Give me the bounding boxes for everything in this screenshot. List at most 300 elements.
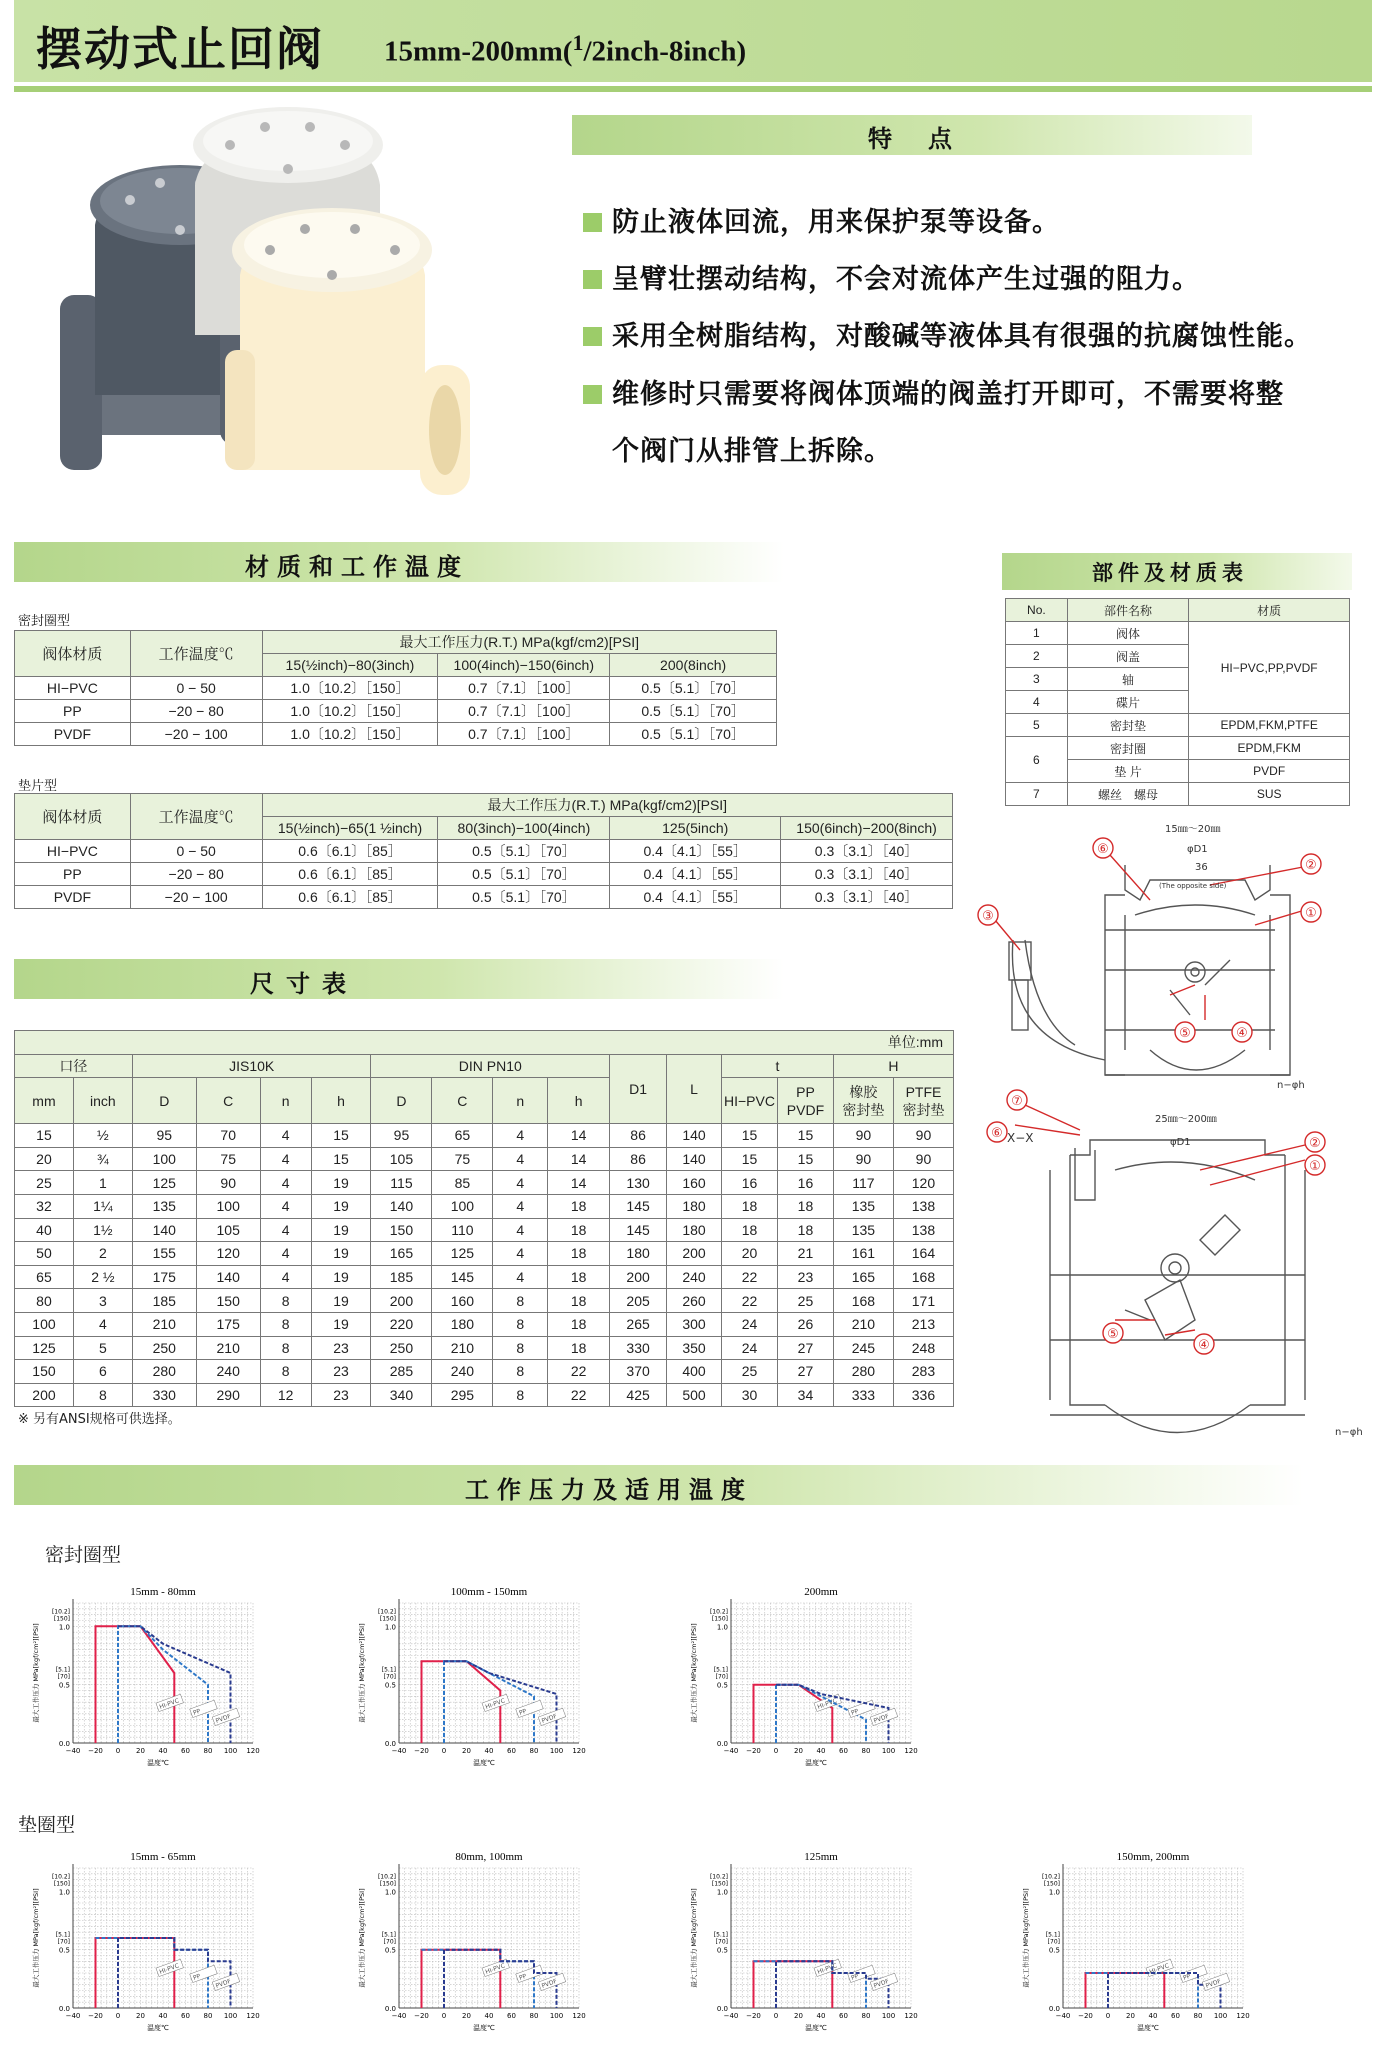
x-tick-label: −20 <box>88 1747 103 1755</box>
table-cell: HI−PVC <box>15 677 131 700</box>
table-cell: 135 <box>132 1194 196 1218</box>
y-tick-label: 0.0 <box>1048 2005 1060 2013</box>
table-cell: 140 <box>371 1194 432 1218</box>
table-cell: 8 <box>260 1289 311 1313</box>
table-cell: 22 <box>721 1265 777 1289</box>
table-cell: 85 <box>432 1171 493 1195</box>
chart-title: 15mm - 65mm <box>130 1851 196 1863</box>
table-cell: 200 <box>15 1383 74 1407</box>
material-bolt: SUS <box>1189 783 1350 806</box>
y-tick-sub: [10.2] <box>51 1873 70 1881</box>
table-cell: 150 <box>196 1289 260 1313</box>
table-cell: 80 <box>15 1289 74 1313</box>
x-axis-label: 温度℃ <box>1137 2024 1159 2032</box>
table-cell: 0.5〔5.1〕［70］ <box>438 840 610 863</box>
cream-valve <box>225 208 470 495</box>
y-tick-sub: [150] <box>379 1880 396 1888</box>
y-tick-label: 1.0 <box>1048 1888 1060 1897</box>
table-row <box>15 1218 954 1242</box>
y-tick-label: 0.0 <box>384 1740 396 1748</box>
x-tick-label: 20 <box>462 2012 471 2020</box>
valve-drawing <box>955 820 1400 1440</box>
y-tick-label: 0.5 <box>58 1946 70 1955</box>
h-d1: D1 <box>610 1054 667 1124</box>
table-cell: 4 <box>493 1124 548 1148</box>
y-tick-sub: [10.2] <box>1041 1873 1060 1881</box>
table-cell: 333 <box>833 1383 893 1407</box>
x-tick-label: −20 <box>746 2012 761 2020</box>
x-tick-label: 80 <box>861 1747 871 1755</box>
table-cell: 15 <box>777 1147 833 1171</box>
x-tick-label: 100 <box>223 1747 238 1755</box>
table-cell: 180 <box>610 1242 667 1266</box>
parts-table: No. 部件名称 材质 1 阀体 HI−PVC,PP,PVDF 2 阀盖 3 轴 4 碟片 5 密封垫 EPDM,FKM,PTFE 6 密封圈 EPDM,FKM 垫 片 PVDF 7 螺丝 螺母 SUS <box>1005 598 1350 806</box>
h-h: H <box>833 1054 953 1078</box>
x-tick-label: 40 <box>484 1747 494 1755</box>
x-tick-label: −40 <box>723 2012 739 2020</box>
y-tick-label: 1.0 <box>716 1623 728 1632</box>
gasket-chart-label: 垫圈型 <box>18 1814 76 1836</box>
h-jis: JIS10K <box>132 1054 371 1078</box>
table-cell: 0.6〔6.1〕［85］ <box>262 840 438 863</box>
table-cell: 18 <box>548 1289 610 1313</box>
table-cell: 19 <box>311 1194 371 1218</box>
y-tick-label: 0.5 <box>716 1681 728 1690</box>
table-cell: 125 <box>132 1171 196 1195</box>
table-cell: 140 <box>132 1218 196 1242</box>
table-cell: 19 <box>311 1289 371 1313</box>
series-tag: PVDF <box>540 1712 559 1725</box>
table-cell: 0 − 50 <box>130 677 262 700</box>
table-cell: 86 <box>610 1147 667 1171</box>
y-tick-sub: [70] <box>1047 1938 1060 1946</box>
table-cell: 120 <box>893 1171 953 1195</box>
table-cell: 1.0〔10.2〕［150］ <box>262 677 438 700</box>
material-pad: PVDF <box>1189 760 1350 783</box>
table-cell: 210 <box>196 1336 260 1360</box>
x-tick-label: 100 <box>881 1747 896 1755</box>
table-cell: 100 <box>432 1194 493 1218</box>
col-temp: 工作温度℃ <box>130 794 262 840</box>
table-cell: 20 <box>721 1242 777 1266</box>
table-row <box>15 677 777 700</box>
table-cell: 20 <box>15 1147 74 1171</box>
table-row <box>15 1171 954 1195</box>
size-range-b: /2inch-8inch) <box>583 35 747 68</box>
table-cell: 8 <box>493 1336 548 1360</box>
table-row <box>15 1194 954 1218</box>
table-cell: 130 <box>610 1171 667 1195</box>
table-cell: 245 <box>833 1336 893 1360</box>
y-axis-label: 最大工作压力 MPa[kgf/cm²][PSI] <box>358 1888 366 1988</box>
y-tick-sub: [150] <box>1043 1880 1060 1888</box>
table-cell: 4 <box>493 1147 548 1171</box>
table-cell: 0.5〔5.1〕［70］ <box>610 677 777 700</box>
table-cell: 370 <box>610 1360 667 1384</box>
table-cell: 1.0〔10.2〕［150］ <box>262 700 438 723</box>
table-cell: 23 <box>311 1360 371 1384</box>
table-cell: 22 <box>721 1289 777 1313</box>
table-cell: 260 <box>667 1289 722 1313</box>
table-cell: 250 <box>132 1336 196 1360</box>
x-tick-label: −20 <box>414 2012 429 2020</box>
chart-title: 150mm, 200mm <box>1116 1851 1190 1863</box>
opposite-side-label: (The opposite side) <box>1159 882 1227 890</box>
y-tick-label: 0.5 <box>716 1946 728 1955</box>
table-cell: 18 <box>548 1242 610 1266</box>
x-tick-label: 60 <box>181 2012 190 2020</box>
table-cell: 250 <box>371 1336 432 1360</box>
table-cell: 300 <box>667 1312 722 1336</box>
table-cell: 18 <box>548 1336 610 1360</box>
table-cell: 100 <box>15 1312 74 1336</box>
series-tag: PVDF <box>1204 1977 1223 1990</box>
table-cell: 1½ <box>73 1218 132 1242</box>
x-tick-label: −20 <box>746 1747 761 1755</box>
table-cell: 210 <box>833 1312 893 1336</box>
table-cell: 86 <box>610 1124 667 1148</box>
y-axis-label: 最大工作压力 MPa[kgf/cm²][PSI] <box>690 1623 698 1723</box>
y-tick-sub: [150] <box>53 1880 70 1888</box>
callout-2a: ② <box>1305 858 1317 873</box>
table-cell: 180 <box>667 1218 722 1242</box>
y-tick-label: 1.0 <box>58 1623 70 1632</box>
x-tick-label: 0 <box>441 1747 447 1755</box>
series-tag: HI-PVC <box>484 1697 507 1711</box>
table1-body <box>15 677 777 746</box>
d1-label: φD1 <box>1187 844 1208 855</box>
table-cell: 283 <box>893 1360 953 1384</box>
x-tick-label: 20 <box>136 2012 145 2020</box>
callout-3: ③ <box>982 909 994 924</box>
series-tag: HI-PVC <box>484 1962 507 1976</box>
table-cell: 2 ½ <box>73 1265 132 1289</box>
table-cell: 160 <box>432 1289 493 1313</box>
table-cell: 185 <box>371 1265 432 1289</box>
table-cell: 145 <box>610 1194 667 1218</box>
feature-item-5: 个阀门从排管上拆除。 <box>612 436 892 467</box>
y-tick-sub: [70] <box>715 1938 728 1946</box>
table-cell: 4 <box>493 1171 548 1195</box>
table-cell: 115 <box>371 1171 432 1195</box>
table-cell: 168 <box>893 1265 953 1289</box>
x-tick-label: −20 <box>88 2012 103 2020</box>
table-cell: 290 <box>196 1383 260 1407</box>
table-cell: 330 <box>132 1383 196 1407</box>
pt-chart-5 <box>354 1840 654 2055</box>
table-cell: 15 <box>311 1147 371 1171</box>
pt-chart-2 <box>354 1575 654 1790</box>
x-tick-label: 120 <box>904 2012 918 2020</box>
table-cell: 180 <box>432 1312 493 1336</box>
x-tick-label: 120 <box>572 1747 586 1755</box>
pt-heading: 工作压力及适用温度 <box>465 1476 753 1504</box>
table-row <box>15 1147 954 1171</box>
x-tick-label: 40 <box>158 1747 168 1755</box>
callout-4b: ④ <box>1198 1338 1210 1353</box>
chart-title: 15mm - 80mm <box>130 1586 196 1598</box>
material-gasket: EPDM,FKM,PTFE <box>1189 714 1350 737</box>
oring-chart-label: 密封圈型 <box>45 1544 122 1566</box>
col-material: 阀体材质 <box>15 631 131 677</box>
table-cell: 6 <box>73 1360 132 1384</box>
table-cell: 90 <box>196 1171 260 1195</box>
table-cell: 16 <box>777 1171 833 1195</box>
nh-label-a: n−φh <box>1277 1080 1305 1091</box>
table-cell: 70 <box>196 1124 260 1148</box>
table-cell: 75 <box>196 1147 260 1171</box>
y-tick-label: 0.0 <box>716 2005 728 2013</box>
x-tick-label: 60 <box>507 1747 516 1755</box>
table-cell: 180 <box>667 1194 722 1218</box>
table-row <box>15 1265 954 1289</box>
table-row <box>15 1312 954 1336</box>
table-cell: 0.7〔7.1〕［100］ <box>438 723 610 746</box>
table-cell: 8 <box>493 1360 548 1384</box>
x-tick-label: 80 <box>529 2012 539 2020</box>
table2-label: 垫片型 <box>18 779 58 794</box>
table-cell: 350 <box>667 1336 722 1360</box>
table-cell: 8 <box>73 1383 132 1407</box>
x-tick-label: 40 <box>158 2012 168 2020</box>
series-tag: PP <box>518 1707 528 1717</box>
table-cell: 65 <box>15 1265 74 1289</box>
x-tick-label: 60 <box>839 2012 848 2020</box>
subheader: 15(½inch)−80(3inch) <box>262 654 438 677</box>
series-tag: PP <box>850 1707 860 1717</box>
x-tick-label: 80 <box>529 1747 539 1755</box>
table-cell: 19 <box>311 1312 371 1336</box>
h-l: L <box>667 1054 722 1124</box>
x-tick-label: 60 <box>1171 2012 1180 2020</box>
table-cell: 0.5〔5.1〕［70］ <box>610 723 777 746</box>
x-tick-label: 0 <box>773 2012 779 2020</box>
table-cell: ½ <box>73 1124 132 1148</box>
table-cell: 150 <box>371 1218 432 1242</box>
callout-7: ⑦ <box>1011 1094 1023 1109</box>
chart-title: 80mm, 100mm <box>455 1851 523 1863</box>
footnote: ※ 另有ANSI规格可供选择。 <box>18 1412 181 1427</box>
table-cell: 23 <box>777 1265 833 1289</box>
table-cell: 4 <box>493 1218 548 1242</box>
table-row <box>15 886 953 909</box>
table-cell: 23 <box>311 1383 371 1407</box>
x-tick-label: 100 <box>549 2012 564 2020</box>
chart-title: 200mm <box>804 1586 838 1598</box>
h-din: DIN PN10 <box>371 1054 610 1078</box>
table-cell: 8 <box>260 1336 311 1360</box>
callout-6a: ⑥ <box>1097 842 1109 857</box>
table-row <box>15 1336 954 1360</box>
col-no: No. <box>1006 599 1068 622</box>
table-cell: 4 <box>493 1265 548 1289</box>
table-row <box>15 723 777 746</box>
table-row <box>15 1383 954 1407</box>
table-cell: 145 <box>610 1218 667 1242</box>
pt-chart-6 <box>686 1840 986 2055</box>
h-bore: 口径 <box>15 1054 133 1078</box>
table-cell: 19 <box>311 1171 371 1195</box>
y-tick-sub: [5.1] <box>713 1666 728 1674</box>
x-tick-label: 100 <box>223 2012 238 2020</box>
table-cell: 340 <box>371 1383 432 1407</box>
callout-1b: ① <box>1309 1159 1321 1174</box>
x-axis-label: 温度℃ <box>805 2024 827 2032</box>
table-cell: 140 <box>667 1147 722 1171</box>
feature-item-4: 维修时只需要将阀体顶端的阀盖打开即可，不需要将整 <box>583 372 1284 411</box>
table-cell: 168 <box>833 1289 893 1313</box>
table-cell: 90 <box>833 1147 893 1171</box>
table-cell: 4 <box>260 1171 311 1195</box>
table-cell: 25 <box>15 1171 74 1195</box>
table-cell: PVDF <box>15 723 131 746</box>
table-cell: 18 <box>548 1265 610 1289</box>
col-material: 阀体材质 <box>15 794 131 840</box>
table-cell: 15 <box>777 1124 833 1148</box>
table-cell: 4 <box>260 1218 311 1242</box>
table-cell: 50 <box>15 1242 74 1266</box>
table-cell: 185 <box>132 1289 196 1313</box>
y-tick-label: 1.0 <box>384 1623 396 1632</box>
y-axis-label: 最大工作压力 MPa[kgf/cm²][PSI] <box>1022 1888 1030 1988</box>
x-tick-label: −40 <box>391 2012 407 2020</box>
table-cell: 138 <box>893 1194 953 1218</box>
x-tick-label: 20 <box>136 1747 145 1755</box>
table-cell: 15 <box>311 1124 371 1148</box>
table-cell: 19 <box>311 1265 371 1289</box>
table-cell: 0.6〔6.1〕［85］ <box>262 863 438 886</box>
table-cell: PP <box>15 863 131 886</box>
table-cell: 4 <box>260 1124 311 1148</box>
table-cell: 295 <box>432 1383 493 1407</box>
x-tick-label: 40 <box>1148 2012 1158 2020</box>
y-tick-label: 0.5 <box>1048 1946 1060 1955</box>
col-temp: 工作温度℃ <box>130 631 262 677</box>
table-cell: 160 <box>667 1171 722 1195</box>
series-tag: PVDF <box>214 1712 233 1725</box>
table-cell: 4 <box>260 1147 311 1171</box>
oring-pressure-table <box>14 630 777 746</box>
x-axis-label: 温度℃ <box>473 1759 495 1767</box>
table-cell: −20 − 100 <box>130 886 262 909</box>
table-cell: 210 <box>432 1336 493 1360</box>
callout-4a: ④ <box>1236 1026 1248 1041</box>
table-cell: 210 <box>132 1312 196 1336</box>
x-tick-label: −40 <box>65 2012 81 2020</box>
table-row <box>15 1289 954 1313</box>
y-tick-label: 0.0 <box>58 1740 70 1748</box>
table-cell: 18 <box>548 1312 610 1336</box>
table-cell: 90 <box>893 1124 953 1148</box>
table-cell: 40 <box>15 1218 74 1242</box>
series-tag: PVDF <box>540 1977 559 1990</box>
y-tick-sub: [5.1] <box>55 1666 70 1674</box>
table-cell: 100 <box>132 1147 196 1171</box>
x-tick-label: 20 <box>1126 2012 1135 2020</box>
table-row <box>15 863 953 886</box>
table-cell: 24 <box>721 1312 777 1336</box>
table-cell: 8 <box>493 1289 548 1313</box>
table-cell: 26 <box>777 1312 833 1336</box>
y-tick-sub: [70] <box>383 1938 396 1946</box>
series-tag: PVDF <box>872 1712 891 1725</box>
table-cell: 8 <box>493 1383 548 1407</box>
y-tick-label: 1.0 <box>58 1888 70 1897</box>
table-cell: 0.7〔7.1〕［100］ <box>438 700 610 723</box>
x-tick-label: −40 <box>723 1747 739 1755</box>
table-cell: 200 <box>610 1265 667 1289</box>
table-cell: 14 <box>548 1171 610 1195</box>
table-cell: 95 <box>132 1124 196 1148</box>
table-cell: −20 − 80 <box>130 863 262 886</box>
table-cell: 95 <box>371 1124 432 1148</box>
feature-item-1: 防止液体回流，用来保护泵等设备。 <box>583 200 1060 239</box>
x-axis-label: 温度℃ <box>805 1759 827 1767</box>
x-tick-label: 80 <box>1193 2012 1203 2020</box>
table-cell: 400 <box>667 1360 722 1384</box>
table-cell: 18 <box>777 1218 833 1242</box>
series-tag: PP <box>192 1707 202 1717</box>
table-cell: 0.4〔4.1〕［55］ <box>610 886 781 909</box>
size-range-sup: 1 <box>572 30 584 55</box>
table-cell: 8 <box>260 1360 311 1384</box>
table-cell: 120 <box>196 1242 260 1266</box>
y-tick-sub: [70] <box>57 1938 70 1946</box>
subheader: 80(3inch)−100(4inch) <box>438 817 610 840</box>
y-tick-sub: [70] <box>715 1673 728 1681</box>
table-cell: 0.5〔5.1〕［70］ <box>438 886 610 909</box>
y-axis-label: 最大工作压力 MPa[kgf/cm²][PSI] <box>358 1623 366 1723</box>
table-cell: 285 <box>371 1360 432 1384</box>
y-tick-sub: [5.1] <box>55 1931 70 1939</box>
table-cell: 140 <box>667 1124 722 1148</box>
series-tag: PP <box>518 1972 528 1982</box>
material-resin: HI−PVC,PP,PVDF <box>1189 622 1350 714</box>
x-tick-label: 0 <box>1105 2012 1111 2020</box>
dimensions-heading-bar <box>14 959 784 999</box>
x-tick-label: 100 <box>549 1747 564 1755</box>
table-cell: 27 <box>777 1336 833 1360</box>
x-axis-label: 温度℃ <box>147 2024 169 2032</box>
table-row <box>15 1124 954 1148</box>
y-tick-label: 0.0 <box>716 1740 728 1748</box>
table-cell: 0.3〔3.1〕［40］ <box>781 863 953 886</box>
x-tick-label: 100 <box>1213 2012 1228 2020</box>
table-cell: 150 <box>15 1360 74 1384</box>
table-cell: 22 <box>548 1383 610 1407</box>
table-cell: 165 <box>371 1242 432 1266</box>
y-axis-label: 最大工作压力 MPa[kgf/cm²][PSI] <box>690 1888 698 1988</box>
x-tick-label: 0 <box>441 2012 447 2020</box>
table-cell: 0.3〔3.1〕［40］ <box>781 840 953 863</box>
x-tick-label: 0 <box>115 2012 121 2020</box>
table-cell: −20 − 100 <box>130 723 262 746</box>
x-axis-label: 温度℃ <box>473 2024 495 2032</box>
table-cell: 0.4〔4.1〕［55］ <box>610 840 781 863</box>
table-cell: 19 <box>311 1218 371 1242</box>
table-cell: 24 <box>721 1336 777 1360</box>
y-tick-sub: [150] <box>53 1615 70 1623</box>
y-tick-label: 1.0 <box>384 1888 396 1897</box>
table-cell: 18 <box>777 1194 833 1218</box>
y-axis-label: 最大工作压力 MPa[kgf/cm²][PSI] <box>32 1888 40 1988</box>
table-cell: 4 <box>260 1242 311 1266</box>
gasket-pressure-table <box>14 793 953 909</box>
pt-chart-1 <box>28 1575 328 1790</box>
x-tick-label: −20 <box>1078 2012 1093 2020</box>
table-cell: 240 <box>432 1360 493 1384</box>
x-tick-label: 100 <box>881 2012 896 2020</box>
